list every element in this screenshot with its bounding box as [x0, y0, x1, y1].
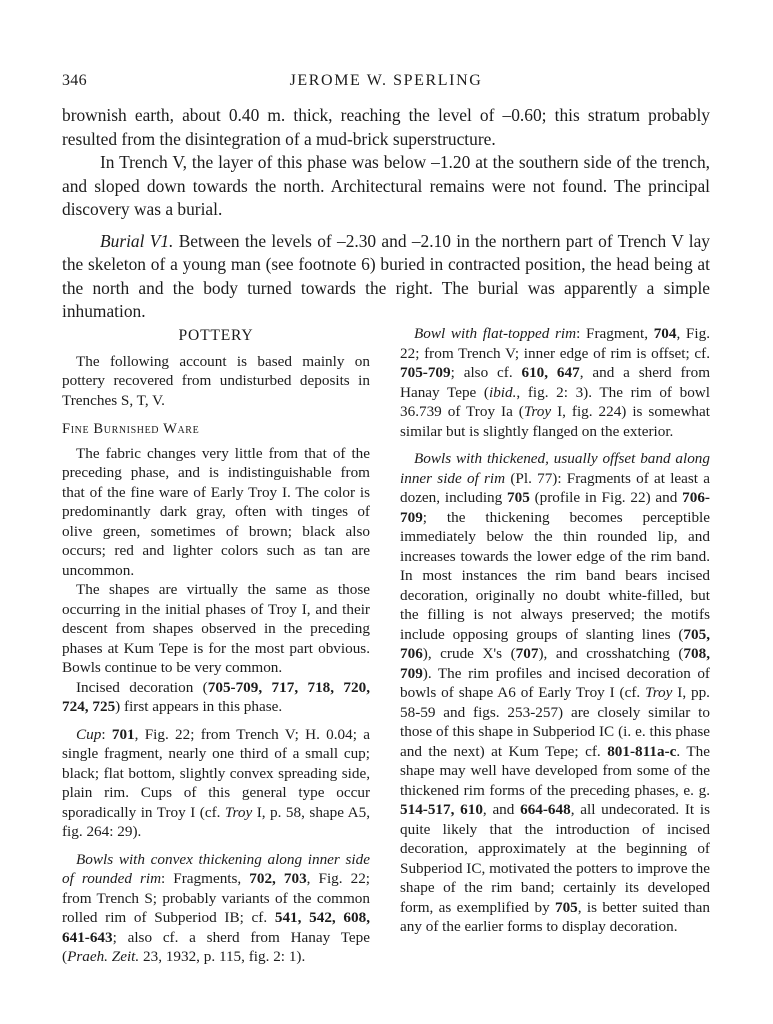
page-number: 346 — [62, 72, 87, 89]
catalog-numbers: 705, 706 — [400, 625, 710, 662]
text-run: : — [101, 725, 112, 743]
catalog-number: 705 — [507, 489, 530, 506]
text-run: ; the thickening becomes perceptible immediately below the thin rounded lip, and increases towards the lower edge of the rim band. In most instances the rim band bears incised decoration, originally no doubt white-filled, but the filling is not always preserved; the motifs include opposing groups of slanting lines ( — [400, 508, 710, 643]
page-header — [62, 72, 710, 96]
bowl-flat-paragraph — [400, 324, 710, 441]
text-run: , and a sherd from Hanay Tepe ( — [400, 364, 711, 401]
catalog-number: 704 — [653, 325, 677, 342]
text-run: , Fig. 22; from Trench V; H. 0.04; a single fragment, nearly one third of a small cup; black; flat bottom, slightly convex spreading side, plain rim. Cups of this general type occur sporadically in Troy I (cf. — [62, 725, 370, 821]
citation-title: Troy — [523, 403, 552, 420]
text-run: . The shape may well have developed from some of the thickened rim forms of the preceding phases, e. g. — [400, 742, 711, 799]
catalog-numbers: 702, 703 — [249, 870, 307, 887]
burial-text: Between the levels of –2.30 and –2.10 in the northern part of Trench V lay the skeleton of a young man (see footnote 6) buried in contracted position, the head being at the north and the body turned towards the right. The burial was apparently a simple inhumation. — [62, 230, 710, 321]
intro-paragraph-2: In Trench V, the layer of this phase was below –1.20 at the southern side of the trench, and sloped down towards the north. Architectural remains were not found. The principal discovery was a burial. — [62, 152, 710, 219]
intro-paragraph-1: brownish earth, about 0.40 m. thick, reaching the level of –0.60; this stratum probably resulted from the disintegration of a mud-brick superstructure. — [62, 105, 710, 149]
section-title: POTTERY — [178, 327, 254, 344]
text-run: , fig. 2: 3). The rim of bowl 36.739 of Troy Ia ( — [400, 383, 710, 420]
text-run: ), and crosshatching ( — [538, 645, 684, 662]
cup-paragraph — [62, 725, 370, 842]
text-run: ; also cf. — [450, 364, 522, 381]
text-run: ) first appears in this phase. — [115, 698, 283, 715]
text-run: , Fig. 22; from Trench V; inner edge of rim is offset; cf. — [400, 325, 710, 362]
catalog-numbers: 610, 647 — [521, 364, 580, 381]
entry-title: Bowls with convex thickening along inner side of rounded rim — [62, 850, 370, 887]
catalog-numbers: 705-709 — [400, 364, 451, 381]
text-run: I, pp. 58-59 and figs. 253-257) are closely similar to those of this shape in Subperiod IC (i. e. this phase and the next) at Kum Tepe; cf. — [400, 684, 710, 760]
burial-title: Burial V1. — [100, 230, 174, 251]
catalog-numbers: 708, 709 — [400, 645, 710, 682]
right-column — [400, 324, 710, 937]
text-run: , and — [482, 801, 521, 818]
subheading-fine-burnished-ware: Fine Burnished Ware — [62, 421, 200, 437]
text-run: : Fragment, — [576, 325, 654, 342]
catalog-number: 707 — [515, 645, 539, 662]
text-run: : Fragments, — [161, 870, 250, 887]
text-run: ), crude X's ( — [422, 645, 516, 662]
catalog-numbers: 801-811a-c — [607, 742, 677, 760]
running-head: JEROME W. SPERLING — [289, 72, 483, 89]
catalog-number: 701 — [111, 725, 135, 743]
fabric-paragraph: The fabric changes very little from that of the preceding phase, and is indistinguishable from that of the fine ware of Early Troy I. The color is predominantly dark gray, often with tinges of olive green, sometimes of brown; black also occurs; red and lighter colors such as tan are uncommon. — [62, 444, 370, 579]
citation-title: Troy — [645, 684, 673, 701]
text-run: , Fig. 22; from Trench S; probably variants of the common rolled rim of Subperiod IB; cf. — [62, 870, 371, 926]
catalog-number: 705 — [554, 898, 578, 916]
text-run: ; also cf. a sherd from Hanay Tepe ( — [62, 928, 370, 965]
catalog-numbers: 541, 542, 608, 641-643 — [62, 909, 371, 946]
citation-abbrev: ibid. — [488, 383, 517, 401]
catalog-numbers: 514-517, 610 — [400, 801, 483, 818]
text-run: , is better suited than any of the earlier forms to display decoration. — [400, 898, 710, 935]
bowls-convex-paragraph — [62, 850, 370, 967]
bowls-thickened-paragraph — [400, 449, 710, 937]
text-run: ). The rim profiles and incised decoration of bowls of shape A6 of Early Troy I (cf. — [400, 664, 710, 701]
catalog-numbers: 706-709 — [400, 489, 710, 526]
intro-text — [62, 104, 710, 324]
text-run: (Pl. 77): Fragments of at least a dozen, including — [400, 469, 710, 506]
entry-title: Cup — [76, 725, 102, 743]
shapes-paragraph: The shapes are virtually the same as those occurring in the initial phases of Troy I, and their descent from shapes observed in the preceding phases at Kum Tepe is for the most part obvious. Bowls continue to be very common. — [62, 581, 370, 676]
left-column — [62, 324, 370, 967]
pottery-intro-paragraph: The following account is based mainly on pottery recovered from undisturbed deposits in Trenches S, T, V. — [62, 352, 370, 409]
entry-title: Bowls with thickened, usually offset band along inner side of rim — [400, 450, 710, 487]
burial-paragraph — [62, 230, 710, 324]
incised-paragraph — [62, 678, 370, 717]
text-run: (profile in Fig. 22) and — [529, 489, 683, 506]
catalog-numbers: 705-709, 717, 718, 720, 724, 725 — [62, 678, 370, 715]
citation-title: Praeh. Zeit. — [67, 948, 140, 965]
text-run: Incised decoration ( — [76, 678, 208, 696]
text-run: 23, 1932, p. 115, fig. 2: 1). — [139, 948, 306, 965]
catalog-numbers: 664-648 — [520, 801, 571, 818]
text-run: I, fig. 224) is somewhat similar but is slightly flanged on the exterior. — [400, 403, 710, 440]
citation-title: Troy — [224, 803, 253, 821]
entry-title: Bowl with flat-topped rim — [414, 325, 577, 342]
text-run: , all undecorated. It is quite likely that the introduction of incised decoration, approximately at the beginning of Subperiod IC, motivated the potters to improve the shape of the rim band; certainly its developed form, as exemplified by — [400, 801, 710, 916]
text-run: I, p. 58, shape A5, fig. 264: 29). — [62, 803, 370, 840]
